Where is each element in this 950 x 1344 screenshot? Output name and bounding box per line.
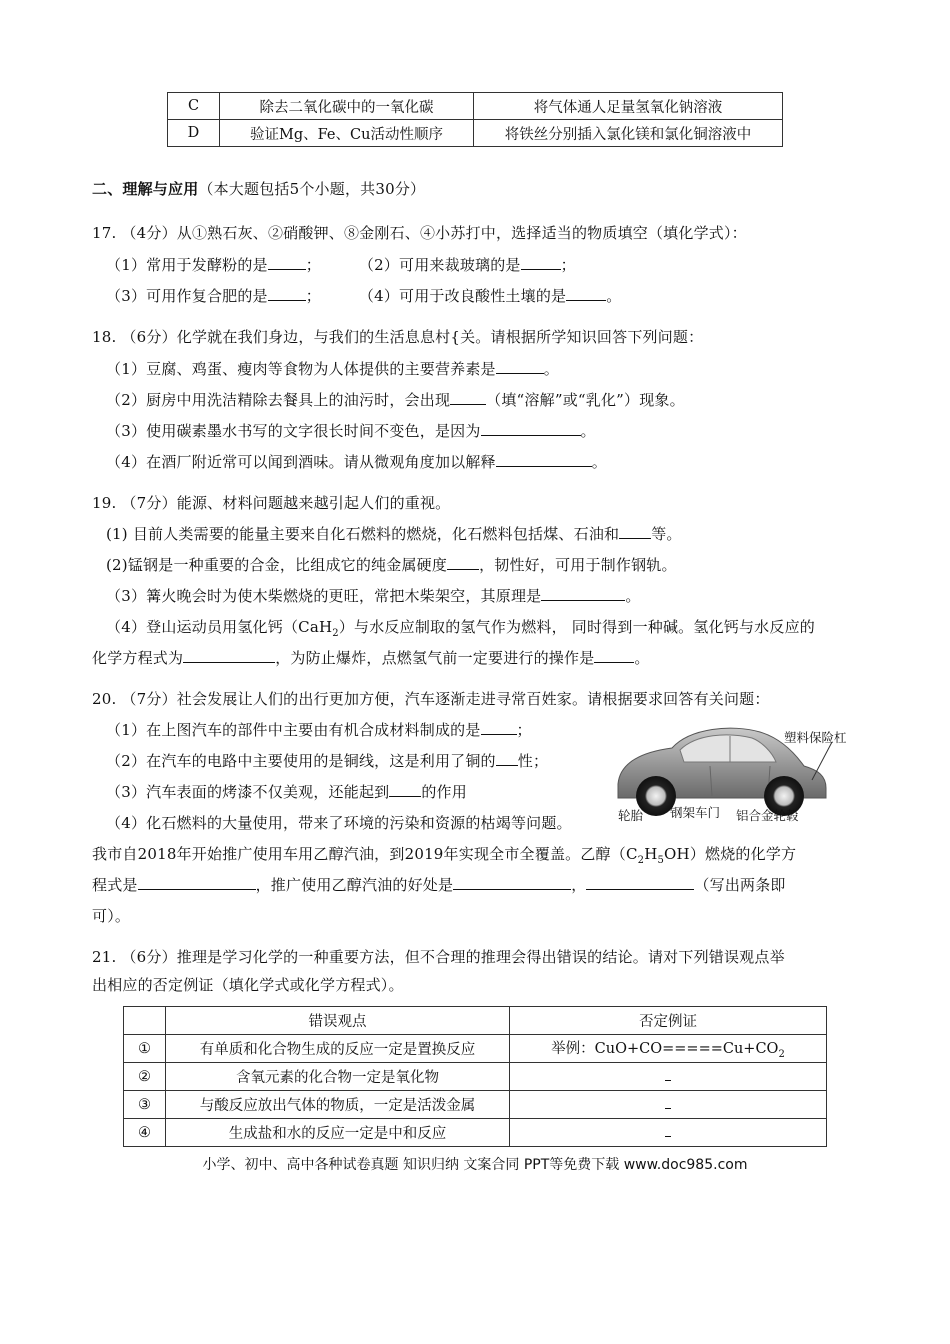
answer-cell[interactable]	[510, 1063, 827, 1091]
q20-p6a: 程式是	[92, 876, 138, 894]
row-method: 将铁丝分别插入氯化镁和氯化铜溶液中	[474, 120, 783, 147]
q20-p1-end: ；	[516, 721, 532, 739]
q17-part	[106, 254, 576, 275]
answer-blank[interactable]	[447, 555, 479, 570]
q18-p1: （1）豆腐、鸡蛋、瘦肉等食物为人体提供的主要营养素是	[106, 360, 496, 378]
answer-blank[interactable]	[183, 648, 275, 663]
q18-part	[106, 420, 596, 441]
q19-part	[106, 523, 682, 544]
q19-part	[106, 616, 815, 639]
answer-cell[interactable]	[510, 1119, 827, 1147]
row-num: ①	[124, 1035, 166, 1063]
q17-p4: （4）可用于改良酸性土壤的是	[358, 287, 567, 305]
answer-blank[interactable]	[594, 648, 634, 663]
q20-p7: 可）。	[92, 907, 131, 925]
q20-part	[92, 843, 796, 866]
subscript: 2	[332, 628, 339, 639]
answer-blank	[665, 1130, 671, 1137]
answer-blank[interactable]	[566, 286, 606, 301]
answer-blank[interactable]	[138, 875, 256, 890]
q18-p1-end: 。	[543, 360, 559, 378]
answer-blank[interactable]	[450, 390, 486, 405]
q20-p4: （4）化石燃料的大量使用，带来了环境的污染和资源的枯竭等问题。	[106, 814, 572, 832]
q19-p4b: 化学方程式为	[92, 649, 184, 667]
q19-stem: 19. （7分）能源、材料问题越来越引起人们的重视。	[92, 494, 451, 512]
answer-blank	[665, 1074, 671, 1081]
q20-part	[106, 781, 467, 802]
q18-p4-end: 。	[591, 453, 607, 471]
header-view: 错误观点	[166, 1007, 510, 1035]
header-num	[124, 1007, 166, 1035]
row-view: 有单质和化合物生成的反应一定是置换反应	[166, 1035, 510, 1063]
q20-p3-end: 的作用	[421, 783, 467, 801]
row-method: 将气体通人足量氢氧化钠溶液	[474, 93, 783, 120]
row-label: C	[168, 93, 220, 120]
section-heading	[92, 178, 425, 199]
answer-blank[interactable]	[481, 720, 517, 735]
q21-stem1: 21. （6分）推理是学习化学的一种重要方法，但不合理的推理会得出错误的结论。请对下列错误观点举	[92, 948, 785, 966]
q19-part	[106, 585, 641, 606]
answer-blank[interactable]	[496, 359, 544, 374]
section-title: 二、理解与应用	[92, 180, 199, 198]
answer-blank	[665, 1102, 671, 1109]
q20-part	[106, 719, 532, 740]
q17-part	[106, 285, 621, 306]
q17-p1-end: ；	[305, 256, 321, 274]
car-label-bumper: 塑料保险杠	[784, 730, 847, 745]
q19-p4b-mid: ，为防止爆炸，点燃氢气前一定要进行的操作是	[275, 649, 595, 667]
table-row	[124, 1119, 827, 1147]
q20-p5a: 我市自2018年开始推广使用车用乙醇汽油，到2019年实现全市全覆盖。乙醇（C	[92, 845, 638, 863]
counter-example: 举例：CuO+CO=====Cu+CO	[551, 1041, 779, 1058]
q21-stem2: 出相应的否定例证（填化学式或化学方程式）。	[92, 976, 404, 994]
q20-p5a-m: H	[644, 845, 658, 863]
answer-blank[interactable]	[521, 255, 561, 270]
q20-part	[106, 750, 548, 771]
row-view: 生成盐和水的反应一定是中和反应	[166, 1119, 510, 1147]
q19-part	[106, 554, 677, 575]
row-num: ③	[124, 1091, 166, 1119]
table-row	[168, 120, 783, 147]
q19-p1-end: 等。	[651, 525, 682, 543]
q17-p4-end: 。	[606, 287, 622, 305]
q18-part	[106, 451, 607, 472]
answer-cell[interactable]	[510, 1091, 827, 1119]
row-purpose: 除去二氧化碳中的一氧化碳	[220, 93, 474, 120]
q18-p3: （3）使用碳素墨水书写的文字很长时间不变色，是因为	[106, 422, 481, 440]
answer-blank[interactable]	[586, 875, 694, 890]
answer-blank[interactable]	[619, 524, 651, 539]
q19-p3: （3）篝火晚会时为使木柴燃烧的更旺，常把木柴架空，其原理是	[106, 587, 542, 605]
table-header-row	[124, 1007, 827, 1035]
footer-text: 小学、初中、高中各种试卷真题 知识归纳 文案合同 PPT等免费下载 www.doc985.com	[202, 1157, 748, 1173]
q18-p2-end: （填“溶解”或“乳化”）现象。	[486, 391, 685, 409]
answer-blank[interactable]	[496, 751, 518, 766]
answer-blank[interactable]	[453, 875, 571, 890]
answer-blank[interactable]	[481, 421, 581, 436]
answer-blank[interactable]	[268, 286, 306, 301]
q19-p2-end: ，韧性好，可用于制作钢轨。	[479, 556, 677, 574]
q17-p2-end: ；	[560, 256, 576, 274]
row-purpose: 验证Mg、Fe、Cu活动性顺序	[220, 120, 474, 147]
section-note: （本大题包括5个小题，共30分）	[198, 180, 426, 198]
subscript: 2	[778, 1048, 785, 1060]
q20-p6-sep: ，	[571, 876, 587, 894]
q20-p6-mid: ，推广使用乙醇汽油的好处是	[255, 876, 454, 894]
answer-blank[interactable]	[541, 586, 625, 601]
answer-blank[interactable]	[389, 782, 421, 797]
q19-p1: (1) 目前人类需要的能量主要来自化石燃料的燃烧，化石燃料包括煤、石油和	[106, 525, 620, 543]
row-view: 与酸反应放出气体的物质，一定是活泼金属	[166, 1091, 510, 1119]
table-row	[124, 1035, 827, 1063]
row-num: ②	[124, 1063, 166, 1091]
q18-part	[106, 389, 685, 410]
q19-p2: (2)锰钢是一种重要的合金，比组成它的纯金属硬度	[106, 556, 448, 574]
q19-p4a-end: ）与水反应制取的氢气作为燃料， 同时得到一种碱。氢化钙与水反应的	[338, 618, 815, 636]
subscript: 2	[637, 855, 645, 866]
q20-stem: 20. （7分）社会发展让人们的出行更加方便，汽车逐渐走进寻常百姓家。请根据要求回答有关问题：	[92, 690, 770, 708]
q17-p3-end: ；	[305, 287, 321, 305]
q20-p1: （1）在上图汽车的部件中主要由有机合成材料制成的是	[106, 721, 481, 739]
header-counter: 否定例证	[510, 1007, 827, 1035]
table-row	[124, 1063, 827, 1091]
row-label: D	[168, 120, 220, 147]
q18-stem: 18. （6分）化学就在我们身边，与我们的生活息息村{关。请根据所学知识回答下列问题：	[92, 328, 704, 346]
q20-p3: （3）汽车表面的烤漆不仅美观，还能起到	[106, 783, 390, 801]
q20-p5a-end: OH）燃烧的化学方	[664, 845, 797, 863]
q19-part	[92, 647, 650, 668]
q20-p2: （2）在汽车的电路中主要使用的是铜线，这是利用了铜的	[106, 752, 496, 770]
q19-p4a: （4）登山运动员用氢化钙（CaH	[106, 618, 333, 636]
row-num: ④	[124, 1119, 166, 1147]
experiment-table	[167, 92, 783, 147]
q18-p3-end: 。	[580, 422, 596, 440]
answer-blank[interactable]	[496, 452, 592, 467]
counterexample-table	[123, 1006, 827, 1147]
answer-blank[interactable]	[268, 255, 306, 270]
q18-p2: （2）厨房中用洗洁精除去餐具上的油污时，会出现	[106, 391, 451, 409]
q17-p1: （1）常用于发酵粉的是	[106, 256, 268, 274]
car-label-door: 钢架车门	[670, 805, 721, 820]
table-row	[168, 93, 783, 120]
row-view: 含氧元素的化合物一定是氧化物	[166, 1063, 510, 1091]
q17-p3: （3）可用作复合肥的是	[106, 287, 268, 305]
car-label-wheel: 铝合金轮毂	[736, 808, 799, 823]
q20-p6-end: （写出两条即	[694, 876, 786, 894]
q17-p2: （2）可用来裁玻璃的是	[358, 256, 521, 274]
table-row	[124, 1091, 827, 1119]
q20-part	[92, 874, 786, 895]
q17-stem: 17. （4分）从①熟石灰、②硝酸钾、⑧金刚石、④小苏打中，选择适当的物质填空（填化学式）：	[92, 224, 747, 242]
q20-p2-end: 性；	[517, 752, 549, 770]
q18-p4: （4）在酒厂附近常可以闻到酒味。请从微观角度加以解释	[106, 453, 496, 471]
q19-p3-end: 。	[625, 587, 641, 605]
q19-p4b-end: 。	[634, 649, 650, 667]
car-label-tire: 轮胎	[618, 808, 644, 823]
q18-part	[106, 358, 559, 379]
row-counter	[510, 1035, 827, 1063]
subscript: 5	[657, 855, 665, 866]
